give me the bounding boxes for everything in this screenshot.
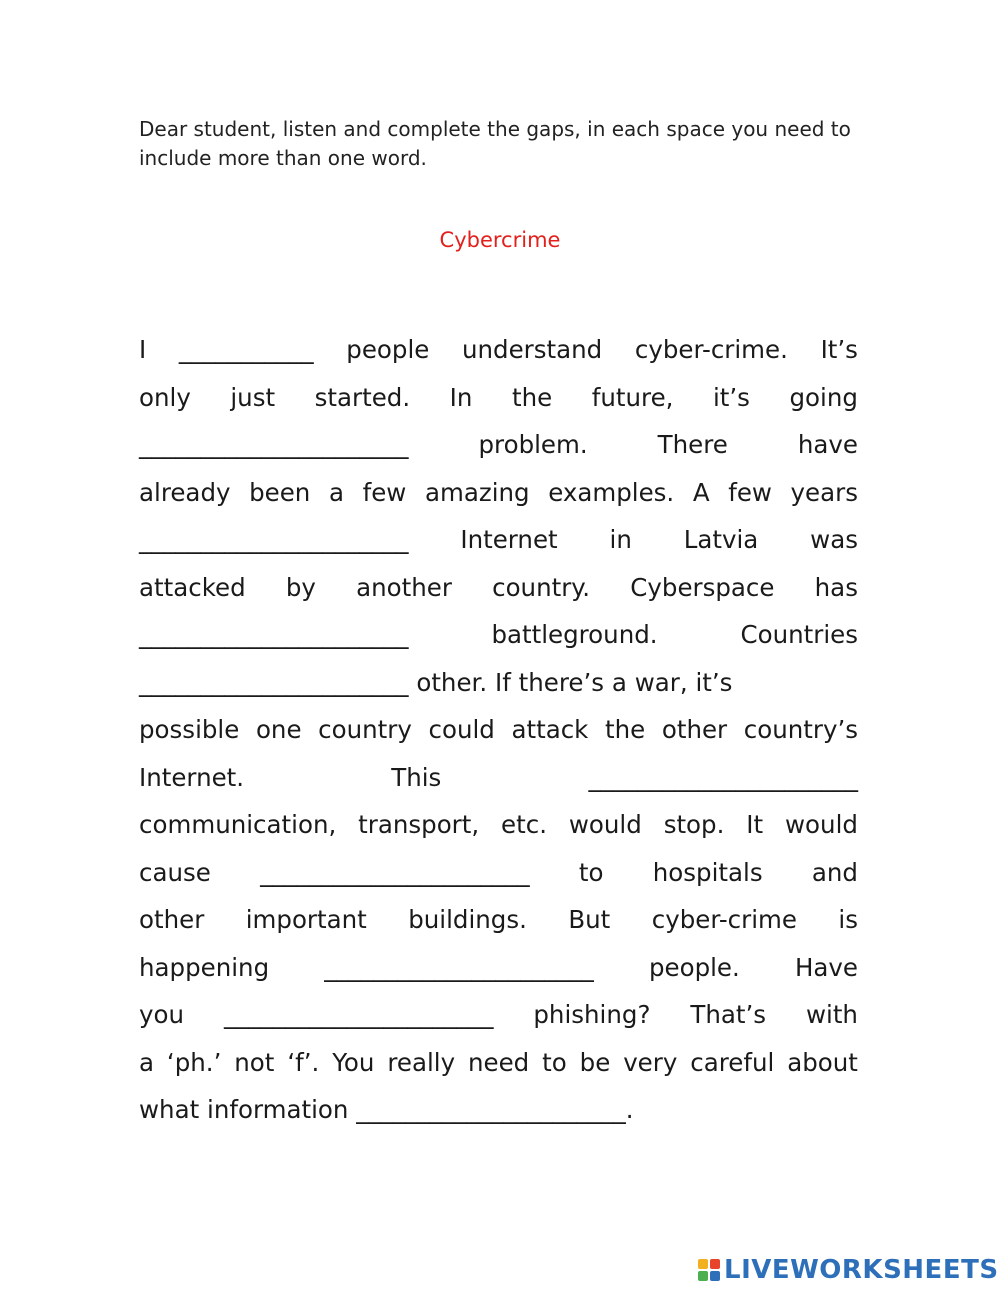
word: It	[746, 810, 764, 839]
answer-gap[interactable]: ______________________	[139, 667, 409, 697]
word: buildings.	[408, 905, 527, 934]
word: attack	[511, 715, 589, 744]
word: That’s	[690, 1000, 767, 1029]
word: it’s	[695, 667, 733, 697]
word: have	[797, 430, 858, 459]
answer-gap[interactable]: ______________________	[139, 430, 409, 459]
word: Have	[794, 952, 858, 982]
paragraph-line	[139, 1086, 858, 1134]
word: not	[234, 1047, 275, 1077]
word: only	[139, 382, 191, 412]
paragraph-line	[139, 1039, 858, 1087]
logo-text: LIVEWORKSHEETS	[724, 1255, 999, 1285]
word: Countries	[740, 620, 858, 649]
paragraph-line	[139, 849, 858, 897]
paragraph-line	[139, 421, 858, 469]
word: cyber-crime	[651, 905, 797, 934]
paragraph-line	[139, 611, 858, 659]
liveworksheets-logo	[698, 1254, 999, 1286]
word: with	[805, 1000, 858, 1029]
word: need	[468, 1047, 530, 1077]
word: Cyberspace	[630, 572, 775, 602]
word: been	[249, 477, 311, 507]
paragraph-line	[139, 801, 858, 849]
word: was	[810, 525, 858, 554]
answer-gap[interactable]: ___________	[178, 335, 314, 364]
paragraph-line	[139, 326, 858, 374]
paragraph-line	[139, 564, 858, 612]
word: cyber-crime.	[634, 335, 788, 364]
word: careful	[690, 1047, 775, 1077]
paragraph-line	[139, 469, 858, 517]
answer-gap[interactable]: ______________________	[260, 857, 530, 887]
word: there’s	[518, 667, 605, 697]
paragraph-line	[139, 659, 858, 707]
word: it’s	[712, 382, 750, 412]
logo-tile	[710, 1271, 720, 1281]
word: attacked	[139, 572, 246, 602]
word: a	[139, 1047, 155, 1077]
word: Internet	[460, 525, 558, 554]
word: Internet.	[139, 762, 245, 792]
word: a	[611, 667, 627, 697]
word: In	[449, 382, 473, 412]
word: You	[332, 1047, 375, 1077]
answer-gap[interactable]: ______________________	[139, 620, 409, 649]
word: already	[139, 477, 231, 507]
word: understand	[462, 335, 603, 364]
paragraph-line	[139, 374, 858, 422]
word: hospitals	[652, 857, 763, 887]
word: important	[245, 905, 367, 934]
worksheet-title: Cybercrime	[439, 228, 561, 252]
answer-gap[interactable]: ______________________	[223, 1000, 494, 1029]
word: started.	[314, 382, 411, 412]
logo-tile	[698, 1259, 708, 1269]
word: be	[579, 1047, 611, 1077]
word: about	[787, 1047, 858, 1077]
word: to	[542, 1047, 567, 1077]
word: a	[328, 477, 344, 507]
word: other	[661, 715, 728, 744]
gap-fill-paragraph	[139, 326, 858, 1134]
paragraph-line	[139, 896, 858, 944]
word: really	[387, 1047, 456, 1077]
word: But	[568, 905, 611, 934]
word: country’s	[743, 715, 858, 744]
word: etc.	[501, 810, 547, 839]
paragraph-line	[139, 944, 858, 992]
word: amazing	[424, 477, 530, 507]
word: going	[789, 382, 858, 412]
word: has	[814, 572, 858, 602]
word: There	[657, 430, 728, 459]
paragraph-line	[139, 991, 858, 1039]
word: communication,	[139, 810, 337, 839]
word: to	[578, 857, 604, 887]
word: and	[811, 857, 858, 887]
word: few	[728, 477, 772, 507]
word: If	[494, 667, 511, 697]
word: I	[139, 335, 147, 364]
word: you	[139, 1000, 185, 1029]
paragraph-line	[139, 754, 858, 802]
instructions-text: Dear student, listen and complete the gaps, in each space you need to include more than one word.	[139, 117, 851, 170]
logo-tile	[698, 1271, 708, 1281]
word: people.	[648, 952, 740, 982]
word: ‘f’.	[287, 1047, 320, 1077]
word: information	[207, 1095, 349, 1124]
word: transport,	[358, 810, 480, 839]
answer-gap[interactable]: ______________________	[324, 952, 594, 982]
answer-gap[interactable]: ______________________.	[356, 1095, 634, 1124]
paragraph-line	[139, 706, 858, 754]
word: the	[511, 382, 553, 412]
word: This	[391, 762, 442, 792]
word: very	[623, 1047, 678, 1077]
word: just	[230, 382, 276, 412]
word: one	[255, 715, 302, 744]
word: by	[285, 572, 316, 602]
word: It’s	[820, 335, 858, 364]
word: other	[139, 905, 205, 934]
word: few	[362, 477, 407, 507]
word: could	[428, 715, 495, 744]
word: possible	[139, 715, 240, 744]
logo-tile	[710, 1259, 720, 1269]
word: would	[568, 810, 642, 839]
word: is	[838, 905, 858, 934]
word: country.	[492, 572, 591, 602]
word: Latvia	[683, 525, 759, 554]
word: what	[139, 1095, 200, 1124]
word: people	[346, 335, 430, 364]
word: examples.	[548, 477, 675, 507]
word: cause	[139, 857, 211, 887]
word: country	[318, 715, 412, 744]
paragraph-line	[139, 516, 858, 564]
word: problem.	[478, 430, 588, 459]
word: battleground.	[491, 620, 658, 649]
answer-gap[interactable]: ______________________	[588, 762, 858, 792]
word: the	[605, 715, 646, 744]
word: A	[692, 477, 710, 507]
word: stop.	[663, 810, 725, 839]
word: happening	[139, 952, 270, 982]
word: war,	[634, 667, 688, 697]
word: future,	[591, 382, 674, 412]
word: would	[785, 810, 858, 839]
answer-gap[interactable]: ______________________	[139, 525, 409, 554]
word: another	[356, 572, 452, 602]
word: years	[790, 477, 858, 507]
liveworksheets-logo-icon	[698, 1259, 720, 1281]
word: in	[609, 525, 632, 554]
word: other.	[416, 667, 488, 697]
word: ‘ph.’	[166, 1047, 222, 1077]
word: phishing?	[533, 1000, 651, 1029]
